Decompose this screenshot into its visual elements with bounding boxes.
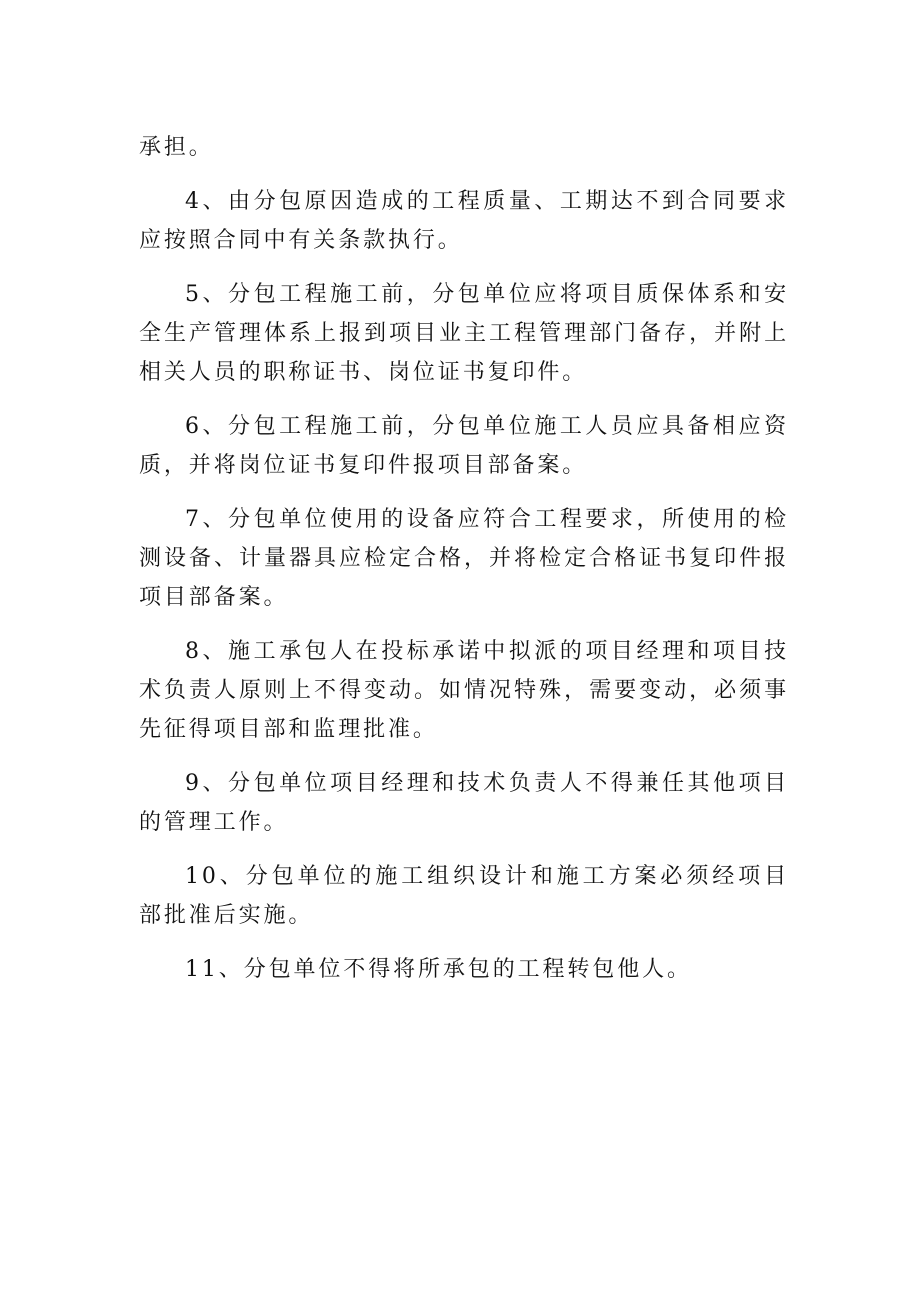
paragraph-item-11: 11、分包单位不得将所承包的工程转包他人。 [185,957,692,982]
document-body [139,128,789,1004]
paragraph-item-9: 9、分包单位项目经理和技术负责人不得兼任其他项目的管理工作。 [139,771,789,835]
paragraph-item-5: 5、分包工程施工前，分包单位应将项目质保体系和安全生产管理体系上报到项目业主工程管理部门备存，并附上相关人员的职称证书、岗位证书复印件。 [139,282,789,385]
paragraph-item-7: 7、分包单位使用的设备应符合工程要求，所使用的检测设备、计量器具应检定合格，并将检定合格证书复印件报项目部备案。 [139,507,789,610]
paragraph-item-4: 4、由分包原因造成的工程质量、工期达不到合同要求应按照合同中有关条款执行。 [139,189,789,253]
paragraph-continuation: 承担。 [139,135,214,160]
paragraph-item-10: 10、分包单位的施工组织设计和施工方案必须经项目部批准后实施。 [139,864,789,928]
paragraph-item-8: 8、施工承包人在投标承诺中拟派的项目经理和项目技术负责人原则上不得变动。如情况特殊，需要变动，必须事先征得项目部和监理批准。 [139,639,789,742]
paragraph-item-6: 6、分包工程施工前，分包单位施工人员应具备相应资质，并将岗位证书复印件报项目部备案。 [139,414,789,478]
